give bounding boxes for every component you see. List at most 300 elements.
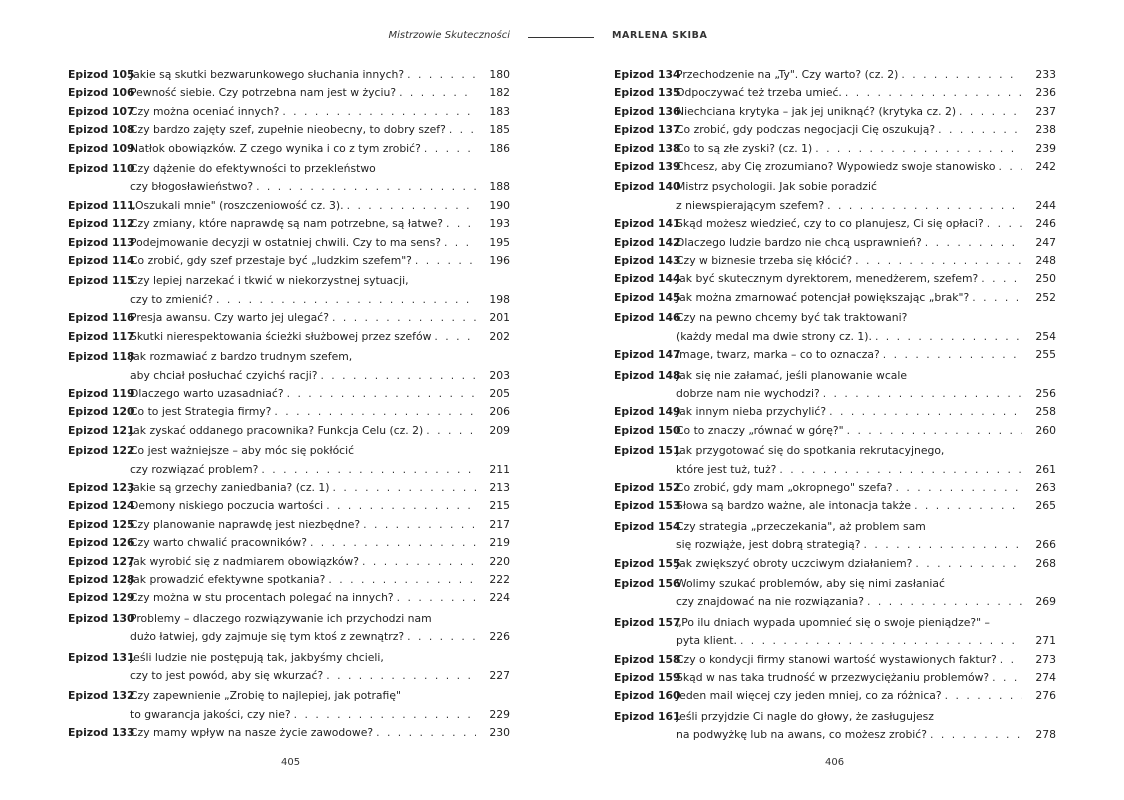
dot-leader <box>892 479 1022 497</box>
toc-entry <box>614 497 1056 515</box>
dot-leader <box>997 651 1022 669</box>
dot-leader <box>820 385 1022 403</box>
entry-title-line: pyta klient. <box>676 634 737 648</box>
dot-leader <box>826 403 1022 421</box>
entry-page-number: 254 <box>1035 329 1056 343</box>
episode-label: Epizod 115 <box>68 274 135 288</box>
toc-entry <box>614 555 1056 573</box>
episode-label: Epizod 160 <box>614 689 681 703</box>
entry-page-number: 219 <box>489 536 510 550</box>
entry-title-line: Czy można oceniać innych? <box>130 104 280 118</box>
entry-title <box>676 422 1056 440</box>
toc-entry <box>614 479 1056 497</box>
entry-title <box>130 497 510 515</box>
entry-title-line: Czy warto chwalić pracowników? <box>130 536 307 550</box>
author-name: MARLENA SKIBA <box>612 30 708 41</box>
entry-page-number: 209 <box>489 423 510 437</box>
dot-leader <box>284 385 476 403</box>
entry-title <box>676 66 1056 84</box>
entry-page-number: 239 <box>1035 141 1056 155</box>
toc-column-right <box>614 66 1056 745</box>
entry-title <box>676 215 1056 233</box>
entry-page-number: 238 <box>1035 123 1056 137</box>
entry-page-number: 227 <box>489 669 510 682</box>
episode-label: Epizod 116 <box>68 311 135 325</box>
entry-title-line: Czy bardzo zajęty szef, zupełnie nieobecny, to dobry szef? <box>130 123 446 137</box>
dot-leader <box>842 84 1022 102</box>
episode-label: Epizod 133 <box>68 726 135 740</box>
entry-title-line: Dlaczego ludzie bardzo nie chcą usprawnień? <box>676 235 922 249</box>
episode-label: Epizod 138 <box>614 141 681 155</box>
entry-title-line: Natłok obowiązków. Z czego wynika i co z tym zrobić? <box>130 141 421 155</box>
dot-leader <box>421 140 476 158</box>
toc-entry <box>614 176 1056 215</box>
entry-title-line: dużo łatwiej, gdy zajmuje się tym ktoś z zewnątrz? <box>130 630 405 644</box>
toc-entry <box>614 346 1056 364</box>
dot-leader <box>404 66 476 84</box>
toc-entry <box>68 516 510 534</box>
book-title: Mistrzowie Skuteczności <box>388 30 510 41</box>
toc-entry <box>614 66 1056 84</box>
entry-title <box>130 589 510 607</box>
entry-page-number: 247 <box>1035 235 1056 249</box>
toc-entry <box>68 479 510 497</box>
entry-title <box>130 197 510 215</box>
episode-label: Epizod 126 <box>68 536 135 550</box>
episode-label: Epizod 129 <box>68 591 135 605</box>
entry-page-number: 263 <box>1035 480 1056 494</box>
entry-page-number: 217 <box>489 517 510 531</box>
toc-entry <box>614 687 1056 705</box>
entry-page-number: 213 <box>489 480 510 494</box>
toc-entry <box>614 289 1056 307</box>
entry-title-line: czy to zmienić? <box>130 292 214 306</box>
toc-entry <box>68 103 510 121</box>
dot-leader <box>989 669 1022 687</box>
toc-entry <box>614 573 1056 612</box>
entry-title <box>676 103 1056 121</box>
entry-title-line: Czy w biznesie trzeba się kłócić? <box>676 254 853 268</box>
entry-title-line: „Oszukali mnie" (roszczeniowość cz. 3). <box>130 198 344 212</box>
toc-entry <box>68 553 510 571</box>
episode-label: Epizod 113 <box>68 235 135 249</box>
toc-column-left <box>68 66 510 743</box>
entry-title-line: się rozwiąże, jest dobrą strategią? <box>676 538 861 552</box>
episode-label: Epizod 112 <box>68 217 135 231</box>
entry-title <box>130 272 510 309</box>
entry-title-line: Jak zwiększyć obroty uczciwym działaniem? <box>676 556 913 570</box>
entry-title <box>676 84 1056 102</box>
dot-leader <box>307 534 476 552</box>
episode-label: Epizod 144 <box>614 272 681 286</box>
dot-leader <box>935 121 1022 139</box>
entry-title-line: Odpoczywać też trzeba umieć. <box>676 86 842 100</box>
dot-leader <box>978 270 1022 288</box>
entry-title <box>676 555 1056 573</box>
toc-entry <box>68 66 510 84</box>
entry-title <box>676 289 1056 307</box>
entry-title-line: Problemy – dlaczego rozwiązywanie ich przychodzi nam <box>130 611 432 625</box>
dot-leader <box>317 367 476 385</box>
toc-entry <box>614 234 1056 252</box>
dot-leader <box>344 197 476 215</box>
toc-entry <box>614 651 1056 669</box>
entry-title-line: Mistrz psychologii. Jak sobie poradzić <box>676 180 877 194</box>
entry-title <box>676 140 1056 158</box>
entry-title-line: Demony niskiego poczucia wartości <box>130 499 324 513</box>
dot-leader <box>359 553 476 571</box>
entry-title-line: Wolimy szukać problemów, aby się nimi zasłaniać <box>676 576 945 590</box>
episode-label: Epizod 151 <box>614 444 681 458</box>
entry-title <box>676 651 1056 669</box>
dot-leader <box>213 291 476 309</box>
entry-title-line: Czy zapewnienie „Zrobię to najlepiej, jak potrafię" <box>130 689 401 703</box>
episode-label: Epizod 109 <box>68 141 135 155</box>
entry-title <box>130 215 510 233</box>
entry-title-line: z niewspierającym szefem? <box>676 198 825 212</box>
entry-title-line: dobrze nam nie wychodzi? <box>676 386 820 400</box>
entry-page-number: 203 <box>489 368 510 382</box>
entry-title <box>676 121 1056 139</box>
entry-title-line: czy to jest powód, aby się wkurzać? <box>130 669 324 682</box>
episode-label: Epizod 117 <box>68 329 135 343</box>
episode-label: Epizod 111 <box>68 198 135 212</box>
episode-label: Epizod 149 <box>614 405 681 419</box>
dot-leader <box>431 328 476 346</box>
toc-entry <box>68 647 510 686</box>
entry-page-number: 202 <box>489 329 510 343</box>
entry-title <box>130 348 510 385</box>
dot-leader <box>969 289 1022 307</box>
dot-leader <box>956 103 1022 121</box>
episode-label: Epizod 143 <box>614 254 681 268</box>
entry-title-line: Czy o kondycji firmy stanowi wartość wystawionych faktur? <box>676 652 997 666</box>
entry-title <box>676 687 1056 705</box>
entry-title-line: Skutki nierespektowania ścieżki służbowej przez szefów <box>130 329 432 343</box>
entry-title <box>130 610 510 647</box>
toc-entry <box>614 252 1056 270</box>
episode-label: Epizod 140 <box>614 180 681 194</box>
toc-entry <box>614 365 1056 404</box>
entry-title-line: Image, twarz, marka – co to oznacza? <box>676 348 880 362</box>
entry-title-line: Jakie są skutki bezwarunkowego słuchania innych? <box>130 68 405 81</box>
entry-title-line: Czy strategia „przeczekania", aż problem sam <box>676 519 926 533</box>
entry-title-line: Co to znaczy „równać w górę?" <box>676 423 844 437</box>
toc-entry <box>614 669 1056 687</box>
entry-page-number: 261 <box>1035 462 1056 476</box>
entry-title-line: Presja awansu. Czy warto jej ulegać? <box>130 311 329 325</box>
entry-page-number: 224 <box>489 591 510 605</box>
page-number-left: 405 <box>281 757 301 768</box>
dot-leader <box>984 215 1022 233</box>
entry-title-line: Jak zyskać oddanego pracownika? Funkcja Celu (cz. 2) <box>130 423 424 437</box>
dot-leader <box>412 252 476 270</box>
entry-title <box>130 140 510 158</box>
entry-page-number: 250 <box>1035 272 1056 286</box>
entry-title <box>676 575 1056 612</box>
entry-title-line: Jak być skutecznym dyrektorem, menedżerem, szefem? <box>676 272 979 286</box>
dot-leader <box>872 328 1022 346</box>
entry-page-number: 205 <box>489 386 510 400</box>
toc-entry <box>614 215 1056 233</box>
toc-entry <box>68 84 510 102</box>
entry-title-line: to gwarancja jakości, czy nie? <box>130 707 291 721</box>
entry-title-line: Chcesz, aby Cię zrozumiano? Wypowiedz swoje stanowisko <box>676 160 996 174</box>
entry-title-line: Czy zmiany, które naprawdę są nam potrzebne, są łatwe? <box>130 217 443 231</box>
toc-entry <box>614 403 1056 421</box>
episode-label: Epizod 153 <box>614 499 681 513</box>
entry-title <box>130 553 510 571</box>
entry-page-number: 220 <box>489 554 510 568</box>
entry-title-line: Jak prowadzić efektywne spotkania? <box>130 572 326 586</box>
toc-entry <box>68 270 510 309</box>
toc-entry <box>68 158 510 197</box>
toc-entry <box>68 685 510 724</box>
entry-page-number: 188 <box>489 180 510 194</box>
episode-label: Epizod 118 <box>68 350 135 364</box>
entry-page-number: 278 <box>1035 728 1056 742</box>
entry-title-line: Co to są złe zyski? (cz. 1) <box>676 141 813 155</box>
entry-page-number: 273 <box>1035 652 1056 666</box>
page-number-right: 406 <box>825 757 845 768</box>
toc-entry <box>614 270 1056 288</box>
toc-entry <box>614 307 1056 346</box>
dot-leader <box>323 667 476 685</box>
entry-title-line: Jak się nie załamać, jeśli planowanie wcale <box>676 368 908 382</box>
toc-entry <box>614 158 1056 176</box>
entry-title-line: Czy dążenie do efektywności to przekleństwo <box>130 162 376 176</box>
toc-entry <box>614 103 1056 121</box>
entry-title-line: Jakie są grzechy zaniedbania? (cz. 1) <box>130 480 330 494</box>
entry-title <box>676 346 1056 364</box>
entry-page-number: 190 <box>489 198 510 212</box>
episode-label: Epizod 106 <box>68 86 135 100</box>
dot-leader <box>279 103 476 121</box>
entry-page-number: 252 <box>1035 290 1056 304</box>
entry-page-number: 201 <box>489 311 510 325</box>
entry-title <box>130 422 510 440</box>
entry-title-line: Czy mamy wpływ na nasze życie zawodowe? <box>130 726 374 740</box>
episode-label: Epizod 105 <box>68 68 135 81</box>
entry-title <box>130 385 510 403</box>
entry-page-number: 215 <box>489 499 510 513</box>
entry-page-number: 258 <box>1035 405 1056 419</box>
entry-title <box>130 309 510 327</box>
dot-leader <box>441 234 476 252</box>
entry-title <box>130 328 510 346</box>
toc-entry <box>68 140 510 158</box>
entry-page-number: 229 <box>489 707 510 721</box>
entry-title-line: Jak przygotować się do spotkania rekrutacyjnego, <box>676 444 945 458</box>
entry-title-line: aby chciał posłuchać czyichś racji? <box>130 368 318 382</box>
entry-title-line: Co zrobić, gdy podczas negocjacji Cię oszukują? <box>676 123 936 137</box>
entry-title-line: Czy można w stu procentach polegać na innych? <box>130 591 394 605</box>
episode-label: Epizod 155 <box>614 556 681 570</box>
toc-entry <box>68 497 510 515</box>
entry-page-number: 255 <box>1035 348 1056 362</box>
entry-title-line: Czy lepiej narzekać i tkwić w niekorzystnej sytuacji, <box>130 274 409 288</box>
episode-label: Epizod 132 <box>68 689 135 703</box>
dot-leader <box>271 403 476 421</box>
entry-title-line: Co to jest Strategia firmy? <box>130 405 272 419</box>
entry-title-line: Co zrobić, gdy szef przestaje być „ludzkim szefem"? <box>130 254 412 268</box>
dot-leader <box>258 461 476 479</box>
entry-title <box>676 614 1056 651</box>
episode-label: Epizod 141 <box>614 217 681 231</box>
entry-title <box>676 367 1056 404</box>
entry-title <box>130 103 510 121</box>
toc-entry <box>614 516 1056 555</box>
toc-entry <box>68 571 510 589</box>
entry-page-number: 196 <box>489 254 510 268</box>
dot-leader <box>446 121 476 139</box>
toc-entry <box>614 84 1056 102</box>
episode-label: Epizod 152 <box>614 480 681 494</box>
dot-leader <box>253 178 476 196</box>
entry-title <box>676 270 1056 288</box>
entry-title <box>676 158 1056 176</box>
dot-leader <box>898 66 1022 84</box>
entry-title <box>130 687 510 724</box>
entry-title-line: na podwyżkę lub na awans, co możesz zrobić? <box>676 728 927 742</box>
dot-leader <box>323 497 476 515</box>
episode-label: Epizod 135 <box>614 86 681 100</box>
toc-entry <box>68 197 510 215</box>
dot-leader <box>844 422 1022 440</box>
toc-entry <box>614 612 1056 651</box>
entry-page-number: 180 <box>489 68 510 81</box>
entry-page-number: 237 <box>1035 104 1056 118</box>
toc-entry <box>614 140 1056 158</box>
toc-entry <box>68 309 510 327</box>
episode-label: Epizod 108 <box>68 123 135 137</box>
toc-entry <box>614 422 1056 440</box>
episode-label: Epizod 123 <box>68 480 135 494</box>
entry-title <box>676 669 1056 687</box>
toc-entry <box>68 121 510 139</box>
entry-page-number: 182 <box>489 86 510 100</box>
episode-label: Epizod 136 <box>614 104 681 118</box>
episode-label: Epizod 142 <box>614 235 681 249</box>
entry-title <box>676 497 1056 515</box>
toc-entry <box>68 252 510 270</box>
entry-title <box>676 178 1056 215</box>
episode-label: Epizod 125 <box>68 517 135 531</box>
entry-title <box>130 66 510 84</box>
entry-page-number: 260 <box>1035 423 1056 437</box>
entry-title-line: które jest tuż, tuż? <box>676 462 777 476</box>
entry-title <box>676 518 1056 555</box>
dot-leader <box>911 497 1022 515</box>
toc-entry <box>68 534 510 552</box>
entry-page-number: 242 <box>1035 160 1056 174</box>
episode-label: Epizod 127 <box>68 554 135 568</box>
episode-label: Epizod 134 <box>614 68 681 81</box>
dot-leader <box>880 346 1022 364</box>
episode-label: Epizod 156 <box>614 576 681 590</box>
entry-page-number: 274 <box>1035 671 1056 684</box>
dot-leader <box>922 234 1022 252</box>
episode-label: Epizod 158 <box>614 652 681 666</box>
entry-title-line: Przechodzenie na „Ty". Czy warto? (cz. 2) <box>676 68 899 81</box>
entry-title-line: Skąd możesz wiedzieć, czy to co planujesz, Ci się opłaci? <box>676 217 984 231</box>
dot-leader <box>360 516 476 534</box>
entry-page-number: 233 <box>1035 68 1056 81</box>
entry-page-number: 268 <box>1035 556 1056 570</box>
dot-leader <box>423 422 476 440</box>
entry-page-number: 186 <box>489 141 510 155</box>
episode-label: Epizod 124 <box>68 499 135 513</box>
entry-title <box>676 309 1056 346</box>
episode-label: Epizod 146 <box>614 311 681 325</box>
entry-page-number: 236 <box>1035 86 1056 100</box>
entry-title-line: Jeśli przyjdzie Ci nagle do głowy, że zasługujesz <box>676 709 934 723</box>
toc-entry <box>614 121 1056 139</box>
entry-title-line: Słowa są bardzo ważne, ale intonacja także <box>676 499 912 513</box>
entry-title <box>130 403 510 421</box>
dot-leader <box>396 84 476 102</box>
entry-page-number: 256 <box>1035 386 1056 400</box>
header-divider <box>528 37 594 38</box>
entry-title-line: czy błogosławieństwo? <box>130 180 254 194</box>
toc-entry <box>68 234 510 252</box>
entry-page-number: 248 <box>1035 254 1056 268</box>
entry-title <box>130 160 510 197</box>
entry-title <box>676 479 1056 497</box>
episode-label: Epizod 114 <box>68 254 135 268</box>
episode-label: Epizod 120 <box>68 405 135 419</box>
entry-title <box>130 534 510 552</box>
episode-label: Epizod 119 <box>68 386 135 400</box>
toc-entry <box>68 328 510 346</box>
episode-label: Epizod 110 <box>68 162 135 176</box>
dot-leader <box>404 628 476 646</box>
entry-title-line: Czy planowanie naprawdę jest niezbędne? <box>130 517 361 531</box>
dot-leader <box>861 536 1022 554</box>
entry-title <box>130 252 510 270</box>
dot-leader <box>852 252 1022 270</box>
entry-page-number: 183 <box>489 104 510 118</box>
entry-title-line: czy rozwiązać problem? <box>130 462 259 476</box>
entry-page-number: 276 <box>1035 689 1056 703</box>
episode-label: Epizod 131 <box>68 650 135 664</box>
entry-page-number: 266 <box>1035 538 1056 552</box>
entry-page-number: 195 <box>489 235 510 249</box>
dot-leader <box>373 724 476 742</box>
entry-title <box>676 252 1056 270</box>
episode-label: Epizod 139 <box>614 160 681 174</box>
entry-title <box>676 708 1056 745</box>
entry-page-number: 271 <box>1035 634 1056 648</box>
entry-title-line: Podejmowanie decyzji w ostatniej chwili. Czy to ma sens? <box>130 235 441 249</box>
entry-title <box>130 442 510 479</box>
entry-title-line: Jeśli ludzie nie postępują tak, jakbyśmy chcieli, <box>130 650 384 664</box>
dot-leader <box>291 706 476 724</box>
entry-title-line: Jak wyrobić się z nadmiarem obowiązków? <box>130 554 359 568</box>
episode-label: Epizod 107 <box>68 104 135 118</box>
entry-page-number: 211 <box>489 462 510 476</box>
entry-page-number: 246 <box>1035 217 1056 231</box>
dot-leader <box>912 555 1022 573</box>
entry-title-line: Jak można zmarnować potencjał powiększając „brak"? <box>676 290 970 304</box>
entry-title-line: Jak rozmawiać z bardzo trudnym szefem, <box>130 350 353 364</box>
running-header <box>0 30 1124 46</box>
dot-leader <box>996 158 1023 176</box>
entry-title-line: Czy na pewno chcemy być tak traktowani? <box>676 311 908 325</box>
entry-title <box>676 403 1056 421</box>
episode-label: Epizod 154 <box>614 519 681 533</box>
entry-title-line: Dlaczego warto uzasadniać? <box>130 386 284 400</box>
